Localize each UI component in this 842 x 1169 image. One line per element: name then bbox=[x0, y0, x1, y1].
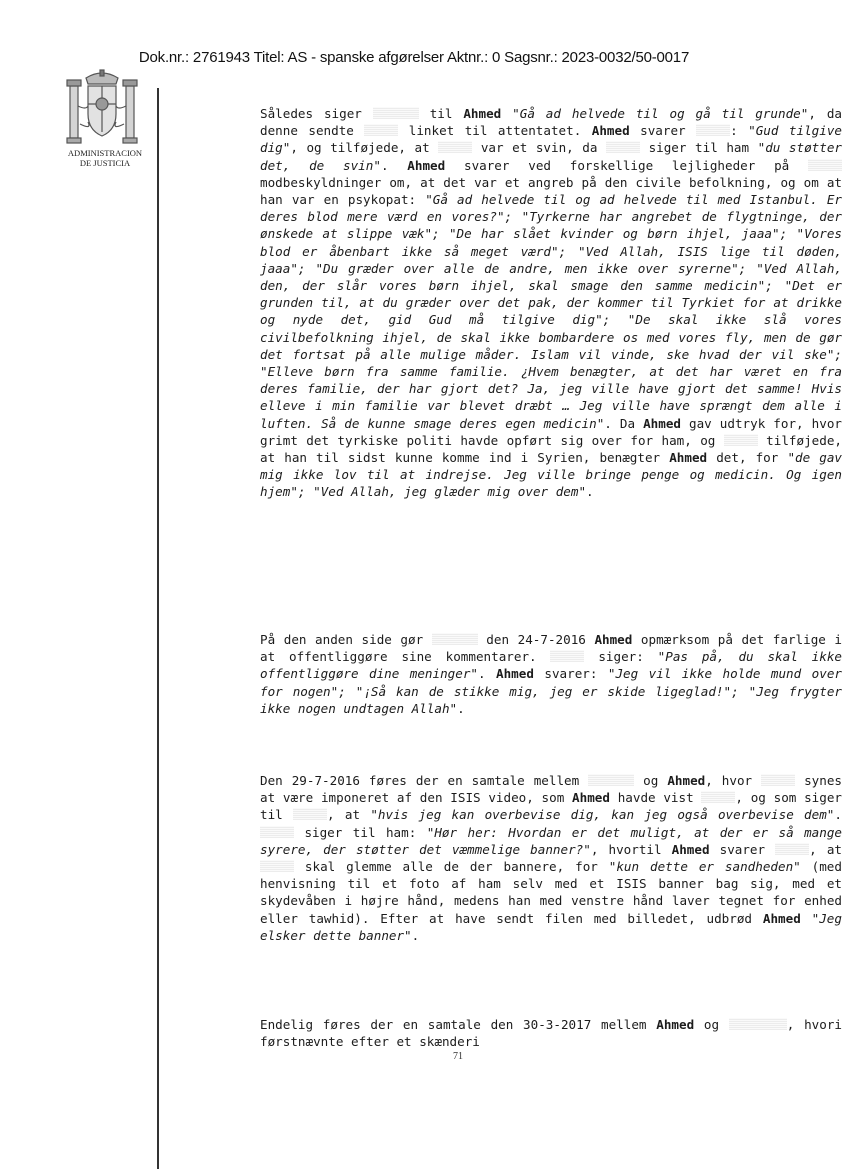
text-run: Ahmed bbox=[669, 450, 708, 466]
redaction bbox=[588, 774, 634, 786]
redaction bbox=[438, 141, 472, 153]
text-run: og bbox=[694, 1017, 729, 1032]
text-run: Således siger bbox=[260, 106, 373, 121]
text-run: "Hør her: Hvordan er det muligt, at der er så mange syrere, der støtter det væmmelige banner?" bbox=[260, 824, 842, 857]
seal-caption-line1: ADMINISTRACION bbox=[67, 148, 143, 158]
paragraph-3 bbox=[172, 772, 842, 944]
text-run: , hvori førstnævnte efter et skænderi bbox=[260, 1017, 842, 1050]
text-run: Ahmed bbox=[591, 123, 630, 139]
text-run: til bbox=[418, 106, 464, 121]
text-run bbox=[801, 911, 812, 926]
redaction bbox=[729, 1018, 787, 1030]
text-run: , hvor bbox=[705, 773, 762, 788]
text-run: "du støtter det, de svin" bbox=[260, 140, 842, 173]
text-run: , hvortil bbox=[590, 841, 672, 857]
redaction bbox=[550, 650, 584, 662]
redaction bbox=[761, 774, 795, 786]
text-run: Ahmed bbox=[671, 841, 710, 857]
text-run: (med henvisning til et foto af ham selv med et ISIS banner bag sig, med et skydevåben i højre hånd, medens han med venstre hånd laver tegnet for enhed eller tawhid). Efter at have sendt filen med billedet, udbrød bbox=[260, 859, 842, 926]
text-run: tilføjede, at han til sidst kunne komme ind i Syrien, benægter bbox=[260, 432, 842, 466]
redaction bbox=[606, 141, 640, 153]
redaction bbox=[724, 434, 758, 446]
text-run: havde vist bbox=[609, 790, 702, 806]
seal-caption bbox=[57, 148, 153, 168]
text-run: På den anden side gør bbox=[260, 632, 432, 647]
text-run: , og som siger til bbox=[260, 790, 842, 823]
redaction bbox=[696, 124, 730, 136]
document-header: Dok.nr.: 2761943 Titel: AS - spanske afgørelser Aktnr.: 0 Sagsnr.: 2023-0032/50-0017 bbox=[138, 49, 690, 66]
paragraph-1 bbox=[172, 105, 842, 501]
text-run: . bbox=[457, 700, 465, 716]
redaction bbox=[364, 124, 398, 136]
text-run: . Da bbox=[604, 415, 644, 431]
redaction bbox=[432, 633, 478, 645]
text-run: siger til ham: bbox=[294, 824, 427, 840]
text-run: siger: bbox=[584, 649, 658, 665]
text-run: svarer: bbox=[533, 666, 608, 682]
text-run: "Gå ad helvede til og ad helvede til med Istanbul. Er deres blod mere værd en vores?"; "Tyrkerne har angrebet de flygtninge, der ønskede at slippe væk"; "De har slået kvinder og børn ihjel, jaaa"; "Vores blod er åbenbart ikke så meget værd"; "Ved Allah, ISIS lige til døden, jaaa"; "Du græder over alle de andre, men ikke over syrerne"; "Ved Allah, den, der slår vores børn ihjel, skal smage den samme medicin"; "Det er grunden til, at du græder over det pak, der kommer til Tyrkiet for at drikke og nyde det, gid Gud må tilgive dig"; "De skal ikke slå vores civilbefolkning ihjel, de skal ikke bombardere os med vores fly, men de gør det fortsat på alle mulige måder. Islam vil vinde, ske hvad der vil ske"; "Elleve børn fra samme familie. ¿Hvem benægter, at det har været en fra deres familie, der har gjort det? Ja, jeg ville have gjort det samme! Hvis elleve i min familie var blevet dræbt … Jeg ville have sprængt dem alle i luften. Så de kunne smage deres egen medicin" bbox=[260, 192, 842, 431]
text-run: "Pas på, du skal ikke offentliggøre dine meninger" bbox=[260, 649, 842, 682]
redaction bbox=[775, 843, 809, 855]
text-run: . bbox=[586, 484, 594, 500]
text-run: "Gud tilgive dig" bbox=[260, 123, 842, 156]
text-run: svarer bbox=[629, 123, 697, 139]
text-run: "Jeg vil ikke holde mund over for nogen"; "¡Så kan de stikke mig, jeg er skide ligeglad!"; "Jeg frygter ikke nogen undtagen Allah" bbox=[260, 666, 842, 716]
text-run: Ahmed bbox=[496, 666, 534, 682]
text-run: Ahmed bbox=[643, 415, 681, 431]
redaction bbox=[260, 860, 294, 872]
text-run: , da denne sendte bbox=[260, 106, 842, 139]
text-run: gav udtryk for, hvor grimt det tyrkiske politi havde opført sig over for ham, og bbox=[260, 415, 842, 448]
text-run: Ahmed bbox=[463, 106, 502, 121]
text-run: "Gå ad helvede til og gå til grunde" bbox=[501, 106, 809, 121]
text-run: skal glemme alle de der bannere, for bbox=[294, 859, 609, 875]
redaction bbox=[808, 159, 842, 171]
text-run: Ahmed bbox=[594, 632, 633, 647]
text-run: Ahmed bbox=[407, 157, 446, 173]
text-run: : bbox=[730, 123, 749, 139]
text-run: svarer bbox=[709, 841, 776, 857]
redaction bbox=[293, 808, 327, 820]
text-run: opmærksom på det farlige i at offentliggøre sine kommentarer. bbox=[260, 632, 842, 665]
paragraph-4 bbox=[172, 1016, 842, 1050]
text-run: "Jeg elsker dette banner" bbox=[260, 910, 842, 943]
text-run: Ahmed bbox=[656, 1017, 695, 1032]
seal-caption-line2: DE JUSTICIA bbox=[79, 158, 131, 168]
text-run: Ahmed bbox=[572, 790, 610, 806]
text-run: modbeskyldninger om, at det var et angreb på den civile befolkning, og om at han var en psykopat: bbox=[260, 174, 842, 208]
text-run: og bbox=[634, 773, 668, 788]
text-run: Den 29-7-2016 føres der en samtale mellem bbox=[260, 773, 589, 788]
coat-of-arms-seal bbox=[62, 66, 142, 156]
page-number: 71 bbox=[453, 1051, 463, 1062]
text-run: . bbox=[834, 807, 842, 823]
redaction bbox=[373, 107, 419, 119]
text-run: den 24-7-2016 bbox=[477, 632, 595, 647]
text-run: det, for bbox=[707, 450, 788, 466]
text-run: "de gav mig ikke lov til at indrejse. Jeg ville bringe penge og medicin. Og igen hjem"; "Ved Allah, jeg glæder mig over dem" bbox=[260, 450, 842, 500]
redaction bbox=[701, 791, 735, 803]
text-run: , og tilføjede, at bbox=[290, 140, 439, 156]
text-run: synes at være imponeret af den ISIS video, som bbox=[260, 773, 842, 806]
margin-rule bbox=[157, 88, 159, 1169]
text-run: Endelig føres der en samtale den 30-3-2017 mellem bbox=[260, 1017, 657, 1032]
redaction bbox=[260, 826, 294, 838]
text-run: "kun dette er sandheden" bbox=[608, 859, 801, 875]
text-run: svarer ved forskellige lejligheder på bbox=[445, 157, 809, 173]
text-run: var et svin, da bbox=[472, 140, 607, 156]
text-run: . bbox=[478, 666, 497, 682]
text-run: , at bbox=[809, 841, 842, 857]
text-run: Ahmed bbox=[667, 773, 706, 788]
text-run: Ahmed bbox=[762, 910, 801, 926]
text-run: , at bbox=[327, 807, 371, 823]
text-run: siger til ham bbox=[640, 140, 758, 156]
text-run: . bbox=[380, 157, 408, 173]
text-run: . bbox=[411, 927, 420, 943]
text-run: linket til attentatet. bbox=[398, 123, 592, 139]
paragraph-2 bbox=[172, 631, 842, 717]
text-run: "hvis jeg kan overbevise dig, kan jeg også overbevise dem" bbox=[370, 807, 835, 823]
